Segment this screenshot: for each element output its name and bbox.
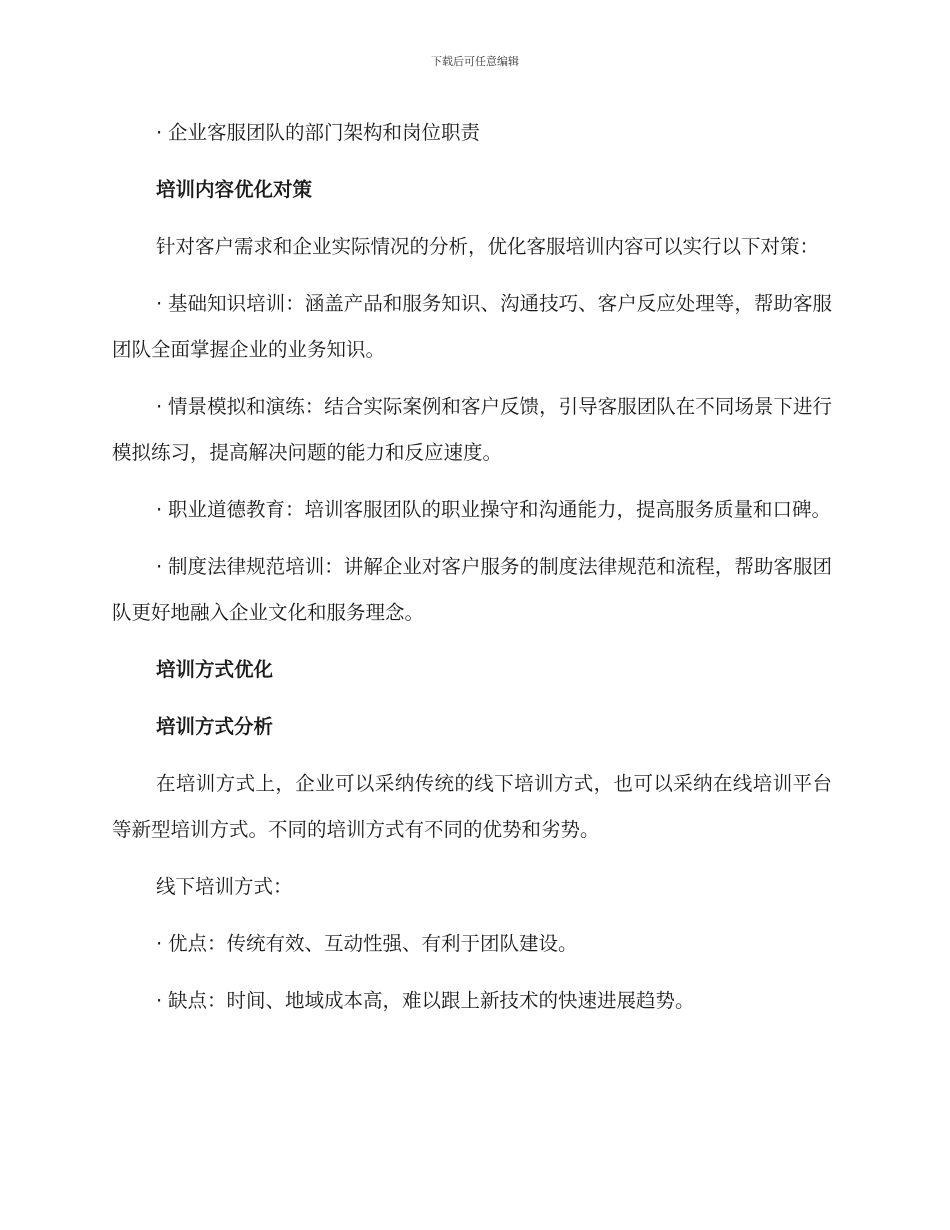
bullet-paragraph: · 缺点：时间、地域成本高，难以跟上新技术的快速进展趋势。 bbox=[112, 978, 832, 1024]
bullet-paragraph: · 职业道德教育：培训客服团队的职业操守和沟通能力，提高服务质量和口碑。 bbox=[112, 487, 832, 533]
section-heading: 培训内容优化对策 bbox=[156, 178, 313, 201]
document-body bbox=[112, 110, 832, 1035]
bullet-dot: · bbox=[156, 498, 163, 521]
bullet-dot: · bbox=[156, 555, 163, 578]
bullet-paragraph: · 制度法律规范培训：讲解企业对客户服务的制度法律规范和流程，帮助客服团队更好地融入企业文化和服务理念。 bbox=[112, 544, 832, 636]
body-paragraph: 针对客户需求和企业实际情况的分析，优化客服培训内容可以实行以下对策： bbox=[156, 235, 820, 258]
bullet-dot: · bbox=[156, 121, 163, 144]
bullet-dot: · bbox=[156, 292, 163, 315]
bullet-paragraph: · 情景模拟和演练：结合实际案例和客户反馈，引导客服团队在不同场景下进行模拟练习，提高解决问题的能力和反应速度。 bbox=[112, 384, 832, 476]
bullet-paragraph: · 企业客服团队的部门架构和岗位职责 bbox=[112, 110, 832, 156]
bullet-dot: · bbox=[156, 989, 163, 1012]
section-heading: 培训方式优化 bbox=[156, 658, 274, 681]
bullet-dot: · bbox=[156, 932, 163, 955]
page-header bbox=[0, 54, 950, 70]
bullet-paragraph: · 优点：传统有效、互动性强、有利于团队建设。 bbox=[112, 921, 832, 967]
body-paragraph: 在培训方式上，企业可以采纳传统的线下培训方式，也可以采纳在线培训平台等新型培训方式。不同的培训方式有不同的优势和劣势。 bbox=[112, 772, 832, 841]
subsection-heading: 培训方式分析 bbox=[156, 715, 274, 738]
bullet-dot: · bbox=[156, 395, 163, 418]
header-text: 下载后可任意编辑 bbox=[431, 55, 519, 68]
bullet-paragraph: · 基础知识培训：涵盖产品和服务知识、沟通技巧、客户反应处理等，帮助客服团队全面掌握企业的业务知识。 bbox=[112, 281, 832, 373]
body-paragraph: 线下培训方式： bbox=[156, 875, 293, 898]
